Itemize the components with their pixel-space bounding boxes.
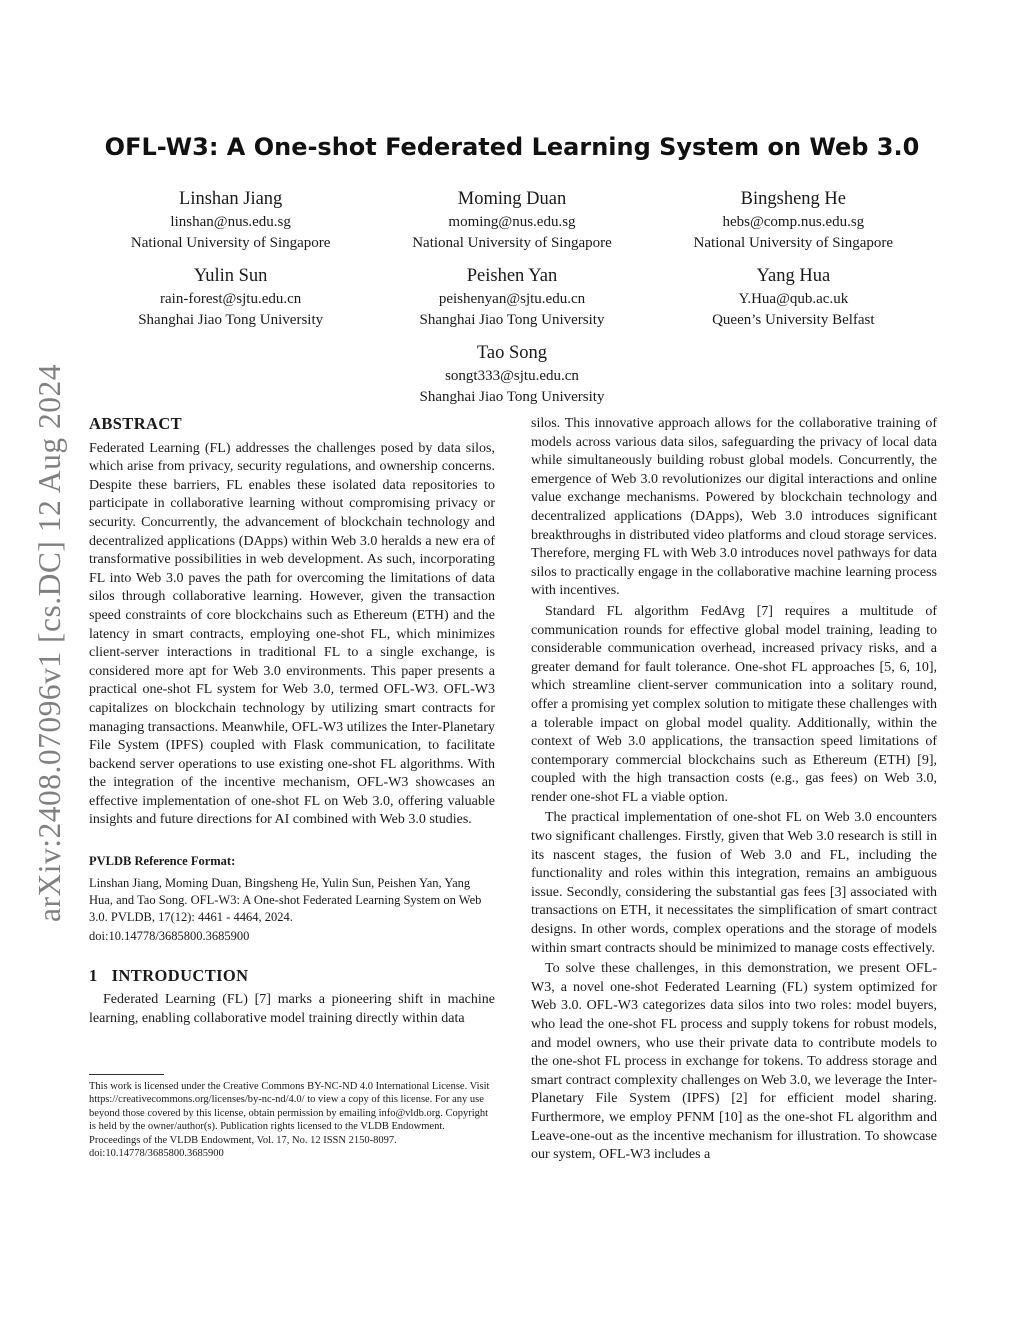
author-email: songt333@sjtu.edu.cn	[445, 368, 579, 384]
author-email: rain-forest@sjtu.edu.cn	[160, 291, 302, 307]
license-text: This work is licensed under the Creative Commons BY-NC-ND 4.0 International License. Visit https://creativecommons.org/licenses/by-nc-nd/4.0/ to view a copy of this license. For any use beyond those covered by this license, obtain permission by emailing info@vldb.org. Copyright is held by the owner/author(s). Publication rights licensed to the VLDB Endowment.	[89, 1081, 490, 1133]
author-card	[371, 265, 652, 330]
author-name: Moming Duan	[457, 189, 567, 209]
author-affiliation: National University of Singapore	[412, 234, 612, 251]
author-name: Linshan Jiang	[179, 189, 283, 209]
introduction-paragraph: silos. This innovative approach allows for the collaborative training of models across various data silos, safeguarding the privacy of local data while simultaneously building robust global models. Concurrently, the emergence of Web 3.0 revolutionizes our digital interactions and online value exchange mechanisms. Powered by blockchain technology and decentralized applications (DApps), Web 3.0 introduces significant breakthroughs in distributed video platforms and cloud storage services. Therefore, merging FL with Web 3.0 introduces novel pathways for data silos to practically engage in the collaborative machine learning process with incentives.	[531, 416, 937, 599]
introduction-paragraph: The practical implementation of one-shot FL on Web 3.0 encounters two significant challenges. Firstly, given that Web 3.0 research is still in its nascent stages, the fusion of Web 3.0 and FL, including the functionality and roles within this integration, remains an ambiguous issue. Secondly, considering the substantial gas fees [3] associated with transactions on ETH, it necessitates the simplification of smart contract designs. In other words, complex operations and the storage of models within smart contracts should be minimized to manage costs effectively.	[531, 810, 937, 956]
right-column	[531, 415, 937, 1165]
author-name: Yang Hua	[756, 266, 831, 286]
author-email: moming@nus.edu.sg	[448, 214, 576, 230]
author-block	[90, 188, 934, 407]
abstract-text: Federated Learning (FL) addresses the challenges posed by data silos, which arise from privacy, security regulations, and ownership concerns. Despite these barriers, FL enables these isolated data repositories to participate in collaborative learning without compromising privacy or security. Concurrently, the advancement of blockchain technology and decentralized applications (DApps) within Web 3.0 heralds a new era of transformative possibilities in web development. As such, incorporating FL into Web 3.0 paves the path for overcoming the limitations of data silos through collaborative learning. However, given the transaction speed constraints of core blockchains such as Ethereum (ETH) and the latency in smart contracts, employing one-shot FL, which minimizes client-server interactions in traditional FL to a single exchange, is considered more apt for Web 3.0 environments. This paper presents a practical one-shot FL system for Web 3.0, termed OFL-W3. OFL-W3 capitalizes on blockchain technology by utilizing smart contracts for managing transactions. Meanwhile, OFL-W3 utilizes the Inter-Planetary File System (IPFS) coupled with Flask communication, to facilitate backend server operations to use existing one-shot FL algorithms. With the integration of the incentive mechanism, OFL-W3 showcases an effective implementation of one-shot FL on Web 3.0, offering valuable insights and future directions for AI combined with Web 3.0 studies.	[89, 440, 495, 828]
author-affiliation: Shanghai Jiao Tong University	[419, 311, 605, 328]
introduction-paragraph: Federated Learning (FL) [7] marks a pioneering shift in machine learning, enabling collaborative model training directly within data	[89, 992, 495, 1026]
introduction-paragraph: To solve these challenges, in this demonstration, we present OFL-W3, a novel one-shot Federated Learning (FL) system optimized for Web 3.0. OFL-W3 categorizes data silos into two roles: model buyers, who lead the one-shot FL process and supply tokens for robust models, and model owners, who use their private data to contribute models to the one-shot FL process in exchange for tokens. To address storage and smart contract complexity challenges on Web 3.0, we leverage the Inter-Planetary File System (IPFS) [2] for efficient model sharing. Furthermore, we employ PFNM [10] as the one-shot FL algorithm and Leave-one-out as the incentive mechanism for illustration. To showcase our system, OFL-W3 includes a	[531, 961, 937, 1163]
introduction-paragraph: Standard FL algorithm FedAvg [7] requires a multitude of communication rounds for effective global model training, leading to considerable communication overhead, increased privacy risks, and a greater demand for fault tolerance. One-shot FL approaches [5, 6, 10], which streamline client-server communication into a solitary round, offer a promising yet complex solution to mitigate these challenges with a tolerable impact on global model quality. Additionally, within the context of Web 3.0 applications, the transaction speed limitations of contemporary commercial blockchains such as Ethereum (ETH) [9], coupled with the high transaction costs (e.g., gas fees) on Web 3.0, render one-shot FL a viable option.	[531, 603, 937, 805]
author-name: Tao Song	[476, 343, 548, 363]
author-card	[90, 188, 371, 253]
author-affiliation: National University of Singapore	[693, 234, 894, 251]
reference-doi: doi:10.14778/3685800.3685900	[89, 928, 250, 943]
left-column	[89, 415, 495, 1028]
section-title: INTRODUCTION	[111, 965, 249, 985]
author-affiliation: Queen’s University Belfast	[712, 311, 875, 328]
arxiv-identifier	[28, 345, 72, 940]
author-card	[653, 265, 934, 330]
abstract-heading: ABSTRACT	[89, 414, 183, 433]
footnote-divider	[89, 1074, 164, 1075]
author-email: linshan@nus.edu.sg	[170, 214, 291, 230]
reference-format-text: Linshan Jiang, Moming Duan, Bingsheng He, Yulin Sun, Peishen Yan, Yang Hua, and Tao Song. OFL-W3: A One-shot Federated Learning System on Web 3.0. PVLDB, 17(12): 4461 - 4464, 2024.	[89, 875, 482, 924]
proceedings-text: Proceedings of the VLDB Endowment, Vol. 17, No. 12 ISSN 2150-8097.	[89, 1134, 397, 1146]
author-affiliation: Shanghai Jiao Tong University	[138, 311, 324, 328]
author-card	[90, 265, 371, 330]
author-email: Y.Hua@qub.ac.uk	[738, 291, 849, 307]
author-card	[371, 342, 652, 407]
author-email: hebs@comp.nus.edu.sg	[722, 214, 865, 230]
author-affiliation: Shanghai Jiao Tong University	[419, 388, 605, 405]
section-number: 1	[89, 965, 98, 985]
introduction-heading	[89, 967, 495, 986]
author-card	[653, 188, 934, 253]
author-name: Bingsheng He	[740, 189, 846, 209]
arxiv-identifier-text: arXiv:2408.07096v1 [cs.DC] 12 Aug 2024	[32, 363, 67, 922]
author-affiliation: National University of Singapore	[130, 234, 331, 251]
footnote-doi: doi:10.14778/3685800.3685900	[89, 1148, 224, 1160]
author-name: Peishen Yan	[466, 266, 558, 286]
author-name: Yulin Sun	[193, 266, 268, 286]
reference-format-heading: PVLDB Reference Format:	[89, 854, 236, 869]
author-card	[371, 188, 652, 253]
license-footnote	[89, 1080, 495, 1160]
author-email: peishenyan@sjtu.edu.cn	[438, 291, 586, 307]
paper-title: OFL-W3: A One-shot Federated Learning System on Web 3.0	[104, 133, 920, 161]
